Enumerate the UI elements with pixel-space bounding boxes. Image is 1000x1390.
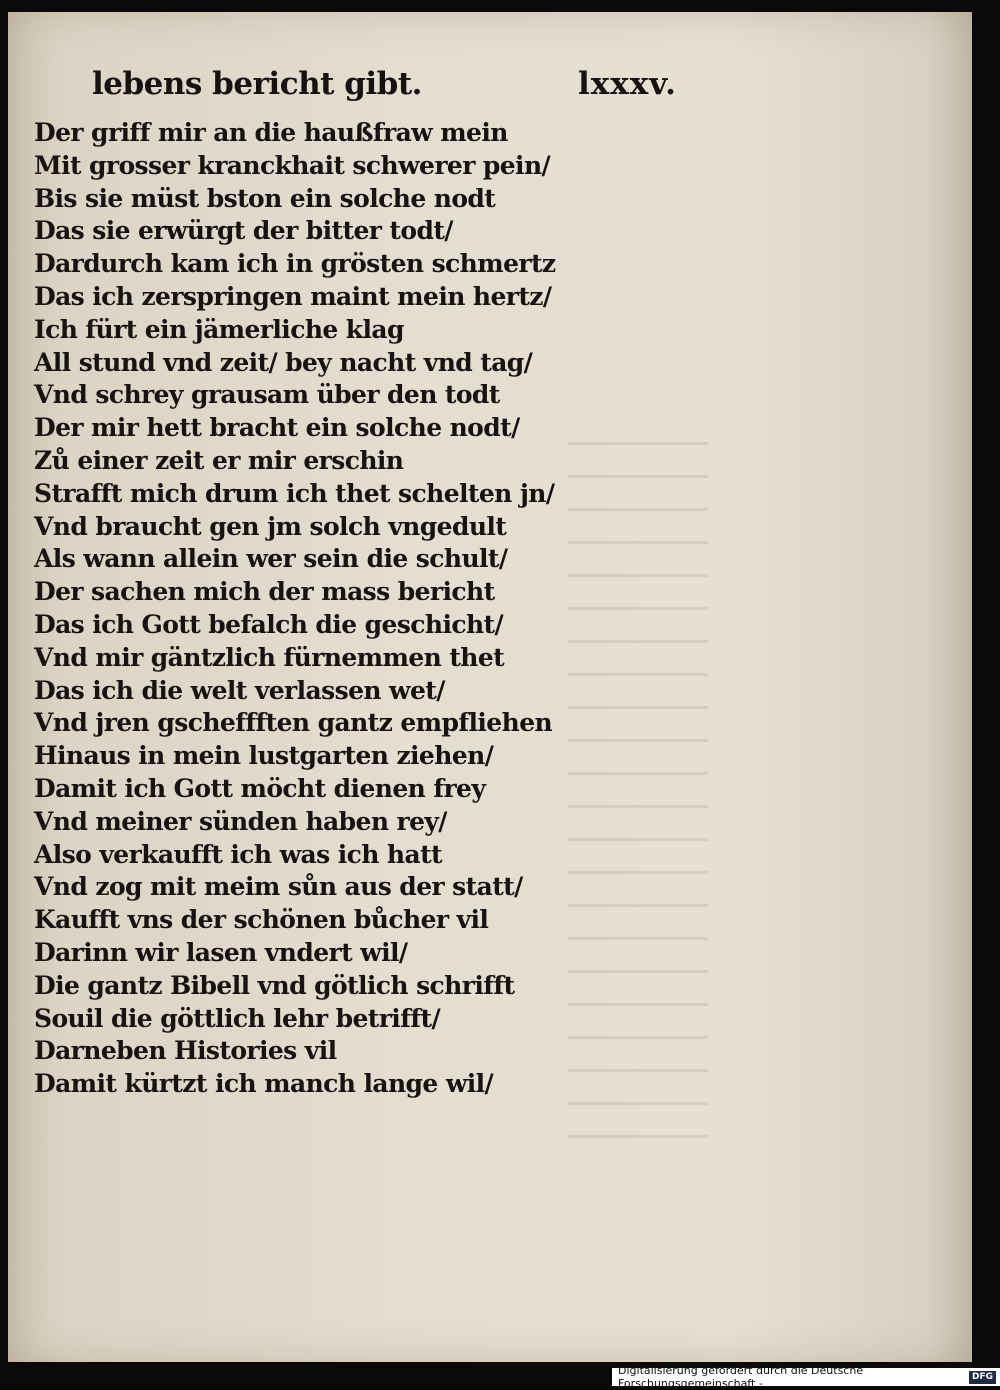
verse-line: Mit grosser kranckhait schwerer pein/ xyxy=(34,150,551,180)
verse-line: Darneben Histories vil xyxy=(34,1036,337,1066)
verse-block xyxy=(34,117,556,1101)
verse-line: All stund vnd zeit/ bey nacht vnd tag/ xyxy=(34,347,533,377)
verse-line: Vnd meiner sünden haben rey/ xyxy=(34,806,447,836)
verse-line: Ich fürt ein jämerliche klag xyxy=(34,314,404,344)
running-head: lebens bericht gibt. xyxy=(92,66,422,102)
verse-line: Das ich zerspringen maint mein hertz/ xyxy=(34,281,552,311)
verse-line: Darinn wir lasen vndert wil/ xyxy=(34,937,408,967)
verse-line: Die gantz Bibell vnd götlich schrifft xyxy=(34,970,515,1000)
verse-line: Der griff mir an die haußfraw mein xyxy=(34,118,508,147)
verse-line: Souil die göttlich lehr betrifft/ xyxy=(34,1003,440,1033)
dfg-logo-icon: DFG xyxy=(969,1371,996,1384)
verse-line: Strafft mich drum ich thet schelten jn/ xyxy=(34,478,555,508)
funding-credit: Digitalisierung gefördert durch die Deutsche Forschungsgemeinschaft - xyxy=(618,1364,864,1390)
verse-line: Damit kürtzt ich manch lange wil/ xyxy=(34,1069,494,1099)
verse-line: Das ich die welt verlassen wet/ xyxy=(34,675,445,705)
verse-line: Vnd braucht gen jm solch vngedult xyxy=(34,511,507,541)
verse-line: Also verkaufft ich was ich hatt xyxy=(34,839,442,869)
verse-line: Bis sie müst bston ein solche nodt xyxy=(34,183,496,213)
digitization-footer xyxy=(612,1364,1000,1390)
verse-line: Dardurch kam ich in grösten schmertz xyxy=(34,249,556,279)
verse-line: Vnd schrey grausam über den todt xyxy=(34,380,500,410)
verse-line: Das sie erwürgt der bitter todt/ xyxy=(34,216,453,246)
verse-line: Das ich Gott befalch die geschicht/ xyxy=(34,609,504,639)
verse-line: Zů einer zeit er mir erschin xyxy=(34,445,404,475)
verse-line: Als wann allein wer sein die schult/ xyxy=(34,544,508,574)
verse-line: Vnd zog mit meim sůn aus der statt/ xyxy=(34,872,523,902)
verse-line: Der mir hett bracht ein solche nodt/ xyxy=(34,413,520,443)
verse-line: Vnd mir gäntzlich fürnemmen thet xyxy=(34,642,505,672)
verse-line: Hinaus in mein lustgarten ziehen/ xyxy=(34,741,494,771)
show-through-text xyxy=(568,442,708,1142)
verse-line: Vnd jren gscheffften gantz empfliehen xyxy=(34,708,553,738)
folio-number: lxxxv. xyxy=(578,66,677,102)
verse-line: Der sachen mich der mass bericht xyxy=(34,577,495,607)
verse-line: Damit ich Gott möcht dienen frey xyxy=(34,773,486,803)
verse-line: Kaufft vns der schönen bůcher vil xyxy=(34,905,489,935)
